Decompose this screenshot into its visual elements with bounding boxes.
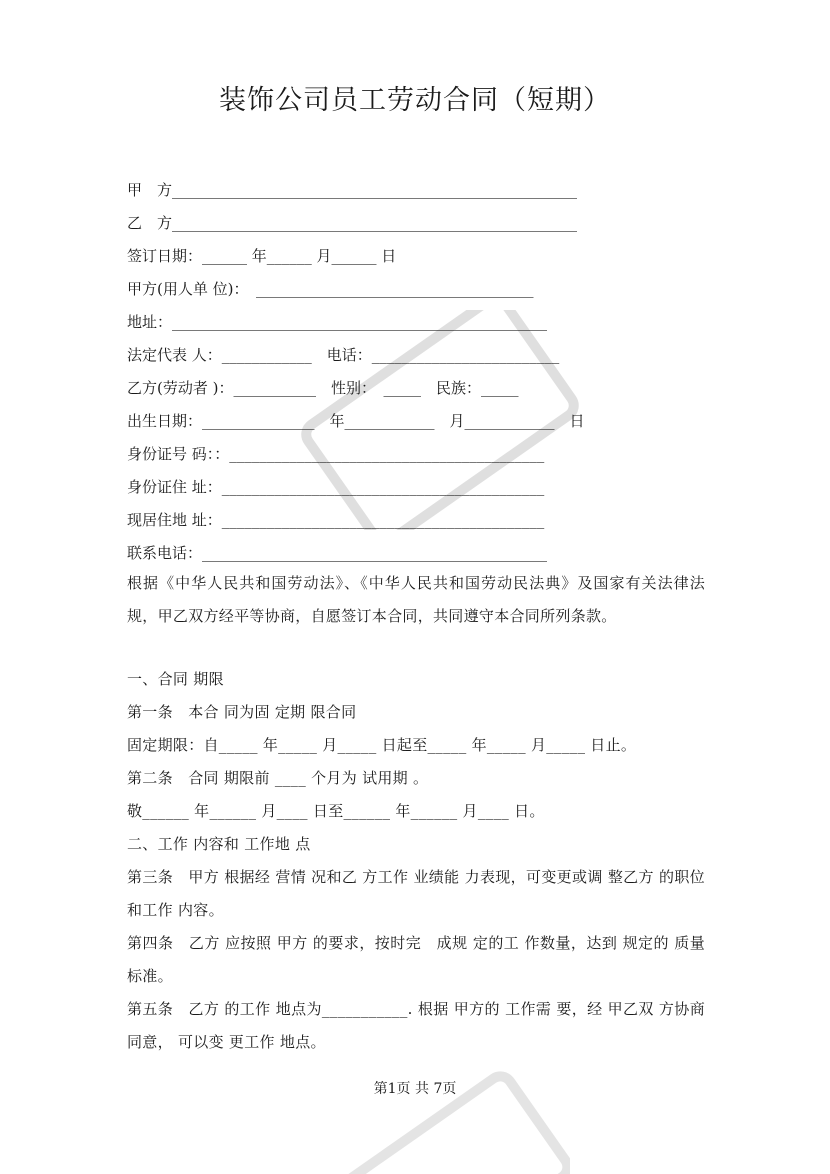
- article-4: 第四条 乙方 应按照 甲方 的要求，按时完 成规 定的工 作数量，达到 规定的 质量标准。: [127, 934, 705, 985]
- party-a-line: 甲 方______________________________________________________: [127, 181, 578, 199]
- contact-phone-line: 联系电话：______________________________________________: [127, 544, 548, 562]
- page-footer: 第1页 共 7页: [373, 1081, 457, 1097]
- party-b-line: 乙 方______________________________________________________: [127, 214, 578, 232]
- preamble-paragraph: 根据《中华人民共和国劳动法》、《中华人民共和国劳动民法典》及国家有关法律法规，甲乙双方经平等协商，自愿签订本合同，共同遵守本合同所列条款。: [127, 574, 705, 625]
- current-address-line: 现居住地 址：___________________________________________: [127, 511, 545, 529]
- employer-line: 甲方(用人单 位)： _____________________________________: [127, 280, 534, 298]
- probation-date-line: 敬______ 年______ 月____ 日至______ 年______ 月____ 日。: [127, 802, 545, 820]
- id-address-line: 身份证住 址：___________________________________________: [127, 478, 545, 496]
- article-2: 第二条 合同 期限前 ____ 个月为 试用期 。: [127, 769, 429, 787]
- address-line: 地址：__________________________________________________: [127, 313, 548, 331]
- page-title: 装饰公司员工劳动合同（短期）: [219, 85, 611, 116]
- section-heading-work: 二、工作 内容和 工作地 点: [127, 835, 311, 853]
- article-5: 第五条 乙方 的工作 地点为___________. 根据 甲方的 工作需 要，经 甲乙双 方协商同意， 可以变 更工作 地点。: [127, 1000, 705, 1051]
- legal-rep-line: 法定代表 人：____________ 电话：_________________________: [127, 346, 560, 364]
- section-heading-term: 一、合同 期限: [127, 670, 224, 688]
- birth-date-line: 出生日期：_______________ 年____________ 月____________ 日: [127, 412, 585, 430]
- article-3: 第三条 甲方 根据经 营情 况和乙 方工作 业绩能 力表现，可变更或调 整乙方 的职位和工作 内容。: [127, 868, 705, 919]
- article-1: 第一条 本合 同为固 定期 限合同: [127, 703, 357, 721]
- sign-date-line: 签订日期：______ 年______ 月______ 日: [127, 247, 397, 265]
- id-number-line: 身份证号 码：：__________________________________________: [127, 445, 545, 463]
- fixed-term-line: 固定期限：自_____ 年_____ 月_____ 日起至_____ 年_____ 月_____ 日止。: [127, 736, 637, 754]
- employee-line: 乙方(劳动者 )：___________ 性别： _____ 民族：_____: [127, 379, 519, 397]
